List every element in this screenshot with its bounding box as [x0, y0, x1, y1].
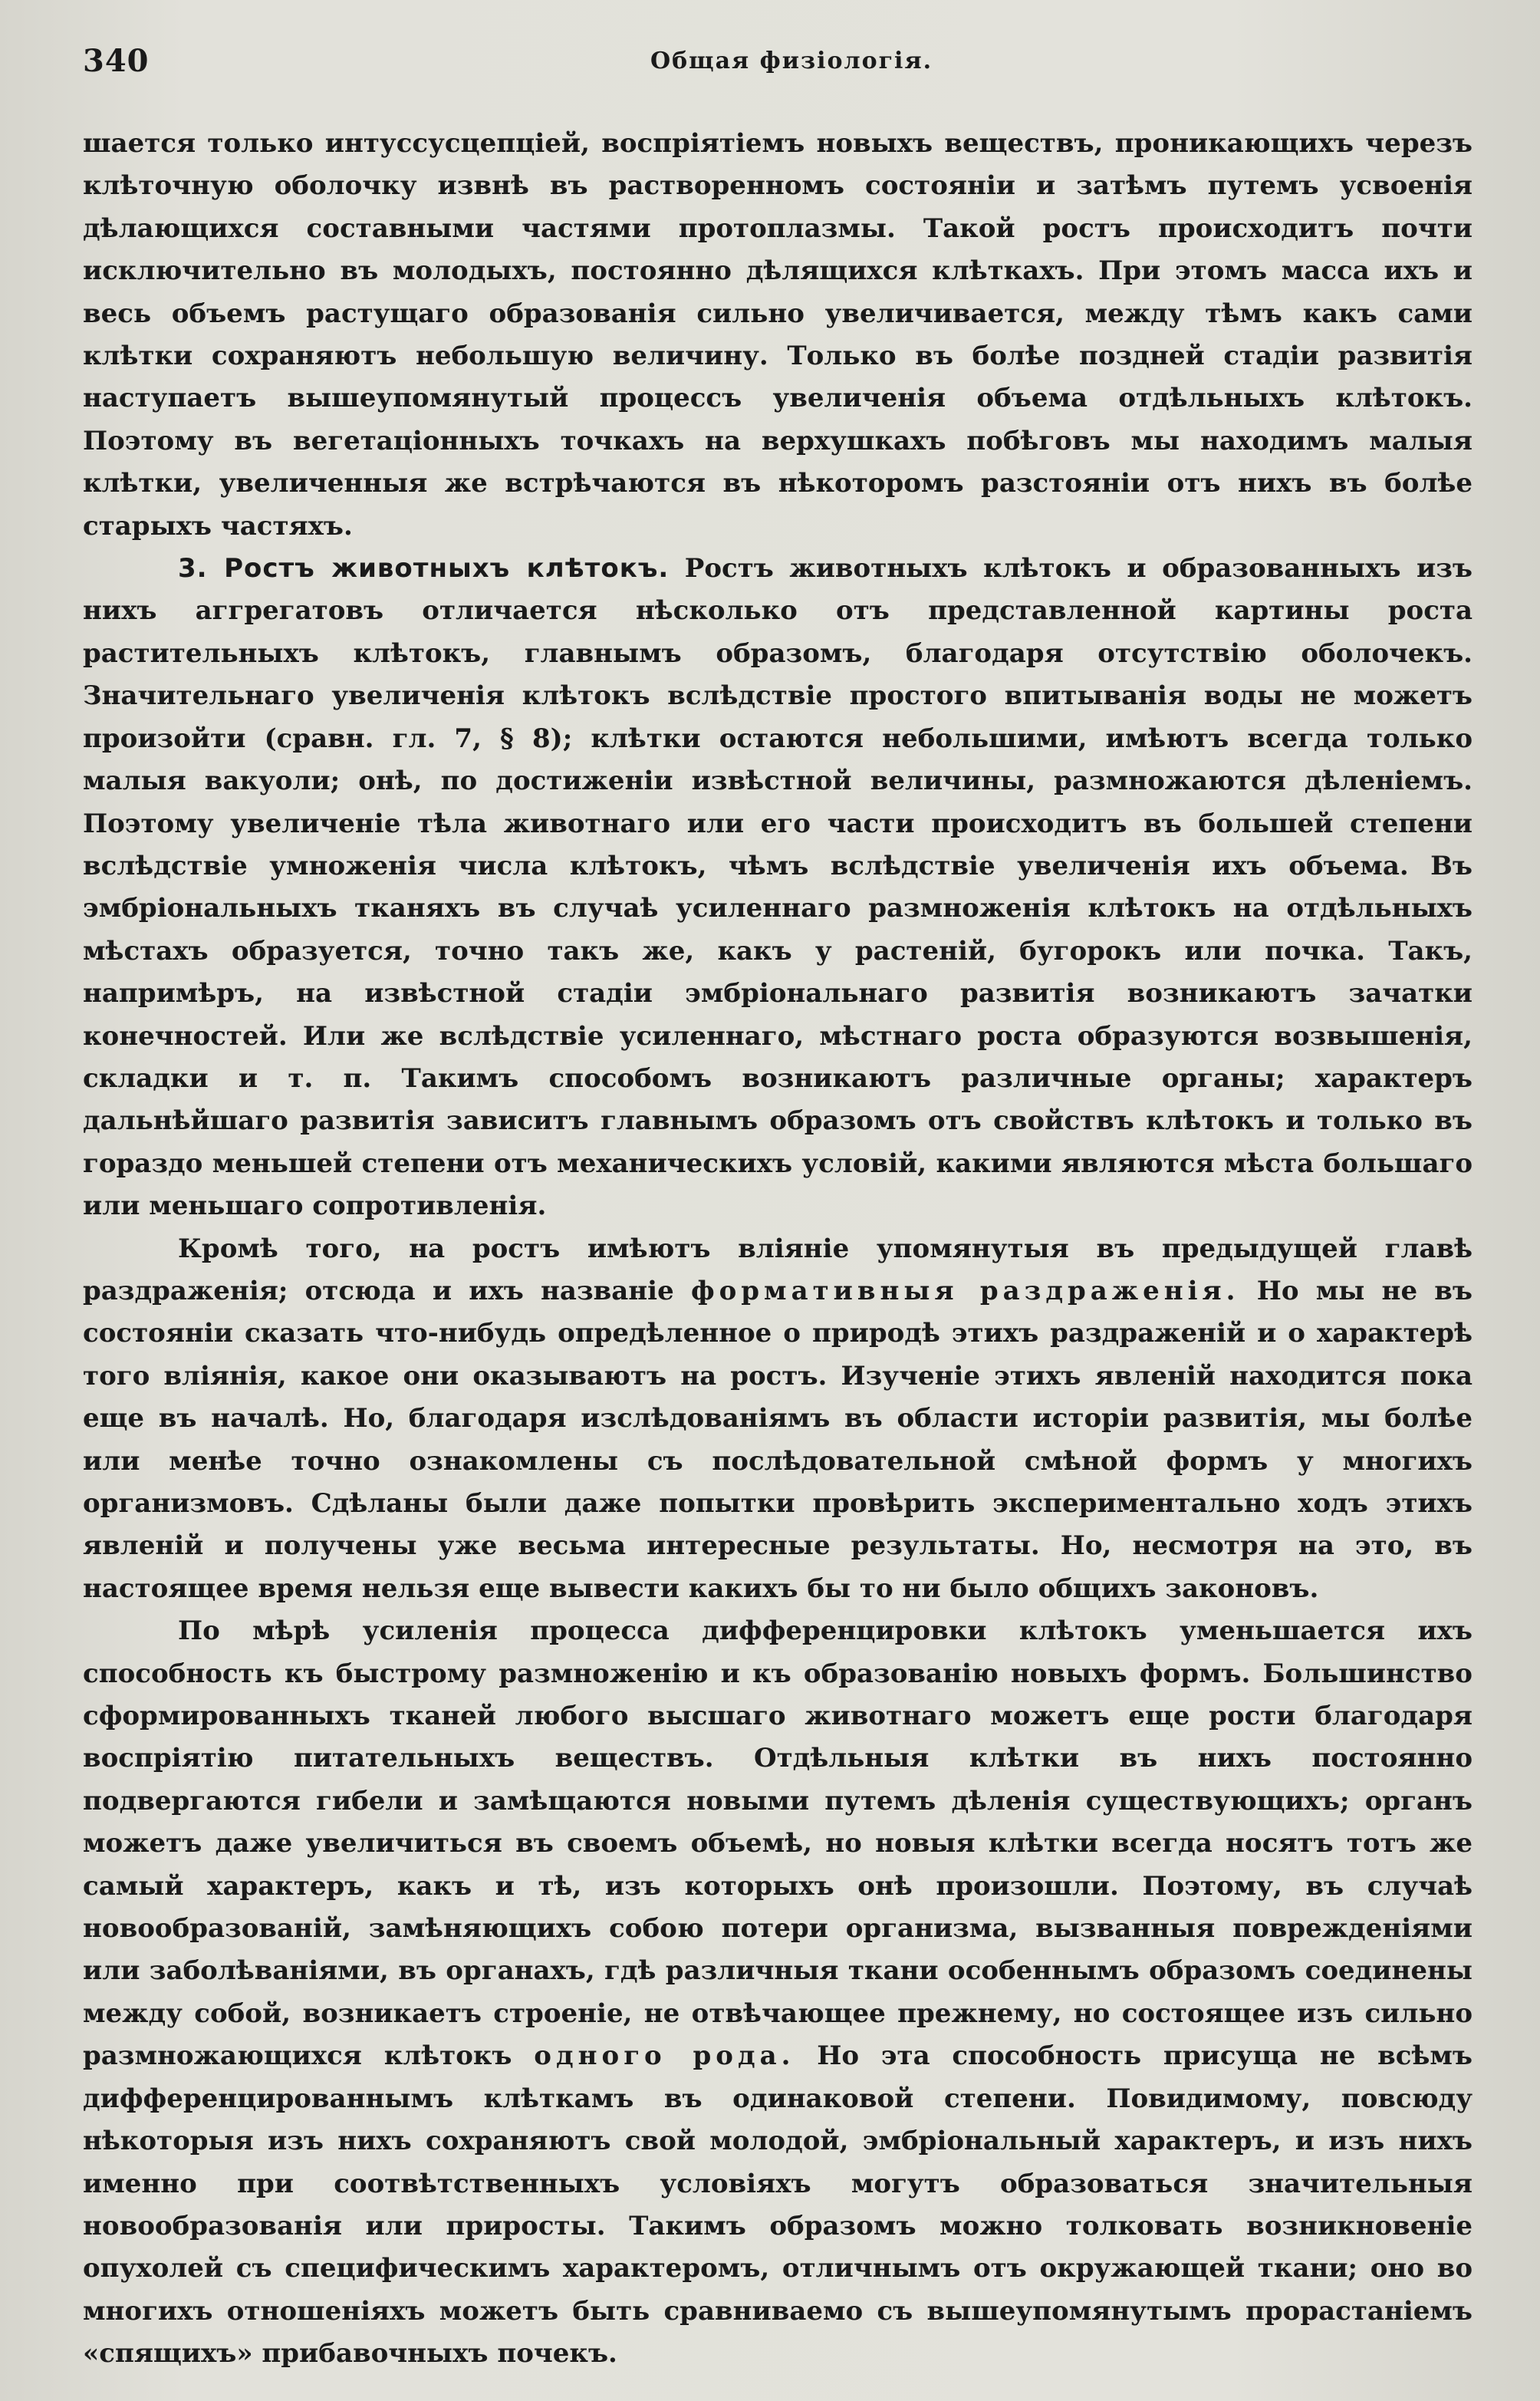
paragraph-1: шается только интуссусцепцiей, воспрiятiемъ новыхъ веществъ, проникающихъ черезъ клѣточную оболочку извнѣ въ растворенномъ состоянiи и затѣмъ путемъ усвоенiя дѣлающихся составными частями протоплазмы. Такой ростъ происходитъ почти исключительно въ молодыхъ, постоянно дѣлящихся клѣткахъ. При этомъ масса ихъ и весь объемъ растущаго образованiя сильно увеличивается, между тѣмъ какъ сами клѣтки сохраняютъ небольшую величину. Только въ болѣе поздней стадiи развитiя наступаетъ вышеупомянутый процессъ увеличенiя объема отдѣльныхъ клѣтокъ. Поэтому въ вегетацiонныхъ точкахъ на верхушкахъ побѣговъ мы находимъ малыя клѣтки, увеличенныя же встрѣчаются въ нѣкоторомъ разстоянiи отъ нихъ въ болѣе старыхъ частяхъ. [83, 128, 1473, 542]
paragraph-3 [83, 1228, 1473, 1611]
spaced-term-one-kind: одного рода. [534, 2040, 795, 2072]
paragraph-4-text-a: По мѣрѣ усиленiя процесса дифференцировки клѣтокъ уменьшается ихъ способность къ быстрому размноженiю и къ образованiю новыхъ формъ. Большинство сформированныхъ тканей любого высшаго животнаго можетъ еще рости благодаря воспрiятiю питательныхъ веществъ. Отдѣльныя клѣтки въ нихъ постоянно подвергаются гибели и замѣщаются новыми путемъ дѣленiя существующихъ; органъ можетъ даже увеличиться въ своемъ объемѣ, но новыя клѣтки всегда носятъ тотъ же самый характеръ, какъ и тѣ, изъ которыхъ онѣ произошли. Поэтому, въ случаѣ новообразованiй, замѣняющихъ собою потери организма, вызванныя поврежденiями или заболѣванiями, въ органахъ, гдѣ различныя ткани особеннымъ образомъ соединены между собой, возникаетъ строенiе, не отвѣчающее прежнему, но состоящее изъ сильно размножающихся клѣтокъ [83, 1615, 1473, 2072]
page-number: 340 [83, 43, 150, 79]
page-header [83, 43, 1479, 89]
paragraph-3-text-a: Кромѣ того, на ростъ имѣютъ влiянiе упомянутыя въ предыдущей главѣ раздраженiя; отсюда и ихъ названiе [83, 1233, 1473, 1306]
paragraph-2-text: Ростъ животныхъ клѣтокъ и образованныхъ изъ нихъ аггрегатовъ отличается нѣсколько отъ представленной картины роста растительныхъ клѣтокъ, главнымъ образомъ, благодаря отсутствiю оболочекъ. Значительнаго увеличенiя клѣтокъ вслѣдствiе простого впитыванiя воды не можетъ произойти (сравн. гл. 7, § 8); клѣтки остаются небольшими, имѣютъ всегда только малыя вакуоли; онѣ, по достиженiи извѣстной величины, размножаются дѣленiемъ. Поэтому увеличенiе тѣла животнаго или его части происходитъ въ большей степени вслѣдствiе умноженiя числа клѣтокъ, чѣмъ вслѣдствiе увеличенiя ихъ объема. Въ эмбрiональныхъ тканяхъ въ случаѣ усиленнаго размноженiя клѣтокъ на отдѣльныхъ мѣстахъ образуется, точно такъ же, какъ у растенiй, бугорокъ или почка. Такъ, напримѣръ, на извѣстной стадiи эмбрiональнаго развитiя возникаютъ зачатки конечностей. Или же вслѣдствiе усиленнаго, мѣстнаго роста образуются возвышенiя, складки и т. п. Такимъ способомъ возникаютъ различные органы; характеръ дальнѣйшаго развитiя зависитъ главнымъ образомъ отъ свойствъ клѣтокъ и только въ гораздо меньшей степени отъ механическихъ условiй, какими являются мѣста большаго или меньшаго сопротивленiя. [83, 553, 1473, 1222]
running-title: Общая физiологiя. [650, 48, 933, 74]
paragraph-4-text-b: Но эта способность присуща не всѣмъ дифференцированнымъ клѣткамъ въ одинаковой степени. Повидимому, повсюду нѣкоторыя изъ нихъ сохраняютъ свой молодой, эмбрiональный характеръ, и изъ нихъ именно при соотвѣтственныхъ условiяхъ могутъ образоваться значительныя новообразованiя или приросты. Такимъ образомъ можно толковать возникновенiе опухолей съ специфическимъ характеромъ, отличнымъ отъ окружающей ткани; оно во многихъ отношенiяхъ можетъ быть сравниваемо съ вышеупомянутымъ прорастанiемъ «спящихъ» прибавочныхъ почекъ. [83, 2040, 1473, 2370]
paragraph-2 [83, 548, 1473, 1228]
paragraph-3-text-b: Но мы не въ состоянiи сказать что-нибудь опредѣленное о природѣ этихъ раздраженiй и о характерѣ того влiянiя, какое они оказываютъ на ростъ. Изученiе этихъ явленiй находится пока еще въ началѣ. Но, благодаря изслѣдованiямъ въ области исторiи развитiя, мы болѣе или менѣе точно ознакомлены съ послѣдовательной смѣной формъ у многихъ организмовъ. Сдѣланы были даже попытки провѣрить экспериментально ходъ этихъ явленiй и получены уже весьма интересные результаты. Но, несмотря на это, въ настоящее время нельзя еще вывести какихъ бы то ни было общихъ законовъ. [83, 1275, 1473, 1604]
section-heading: 3. Ростъ животныхъ клѣтокъ. [178, 553, 670, 585]
spaced-term-formative: формативныя раздраженiя. [690, 1275, 1240, 1306]
body-text [83, 123, 1473, 2376]
paragraph-4 [83, 1610, 1473, 2375]
